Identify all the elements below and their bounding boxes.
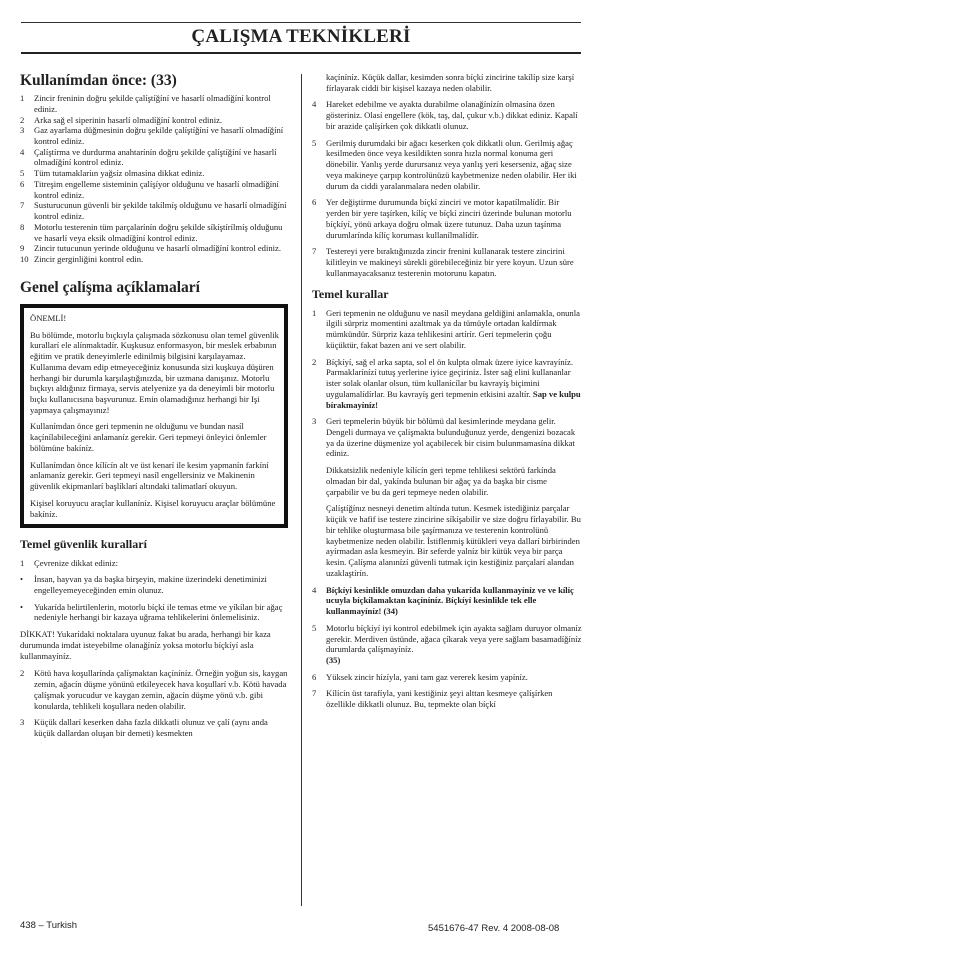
list-item: 10 Zincir gerginliğini kontrol edin.	[20, 254, 144, 265]
list-item: 7 Testereyi yere bıraktığınızda zincir frenini kullanarak testere zincirini kilitleyin ve makineyi sürekli görebileceğiniz bir yere koyun. Uzun süre kullanmayacaksanız testerenin motorunu kapatın.	[312, 246, 574, 278]
section-title-general: Genel çalíşma açíklamalarí	[20, 278, 200, 296]
before-use-list	[20, 93, 288, 265]
list-item: 5 Motorlu bíçkíyí iyi kontrol edebilmek için ayakta sağlam duruyor olmaníz gerekir. Merdiven üstünde, ağaca çíkarak veya yere sağlam basamadíğíníz durumlarda çalíşmayíníz. (35)	[312, 622, 582, 665]
section-title-basic-rules: Temel kurallar	[312, 287, 389, 302]
list-item: 7 Susturucunun güvenli bir şekilde takílmíş olduğunu ve hasarlí olmadíğíní kontrol ediniz.	[20, 200, 287, 222]
warning-paragraph: DİKKAT! Yukarídaki noktalara uyunuz fakat bu arada, herhangi bir kaza durumunda imdat isteyebilme olanağíníz yoksa motorlu bíçkíyí asla kullanmayíníz.	[20, 629, 271, 661]
emphasis-text: Sap ve kulpu bírakmayíníz!	[326, 388, 581, 410]
continued-paragraph: kaçíníníz. Küçük dallar, kesimden sonra bíçkí zincirine takílíp size karşí fírlayarak ciddi bir kişisel kazaya neden olabilir.	[326, 72, 575, 93]
paragraph: Dikkatsizlik nedeniyle kílícín geri tepme tehlikesi sektörü farkínda olmadan bir dal, yakínda bulunan bir ağaç ya da başka bir cisme çarpabilir ve bu da geri tepmeye neden olabilir.	[326, 465, 556, 497]
list-item: 2 Bíçkíyí, sağ el arka sapta, sol el ön kulpta olmak üzere iyice kavrayíníz. Parmaklarínízí tutuş yerlerine iyice geçiriniz. İster sağ elini kullananlar ister solak olanlar olsun, tüm kullanícílar bu kavrayíş biçimini uygulamalídírlar. Bu kavrayíş geri tepmenin etkisini azaltír. Sap ve kulpu bírakmayíníz!	[312, 356, 581, 410]
column-divider	[301, 74, 302, 906]
section-title-before-use: Kullanímdan önce: (33)	[20, 72, 177, 89]
notice-paragraph: Kullanímdan önce geri tepmenin ne olduğunu ve bundan nasíl kaçínílabileceğini anlamaníz gerekir. Geri tepmeyi önleyici önlemler bölümüne bakíníz.	[30, 421, 267, 453]
list-item: 5 Tüm tutamaklaríın yağsíz olmasína dikkat ediniz.	[20, 168, 205, 179]
notice-paragraph: Kullanímdan önce kílícín alt ve üst kenarí ile kesim yapmanín farkíní anlamaníz gerekir. Geri tepmeyi nasíl engellersiniz ve Makinenin güvenlik ekipmanlarí başlíklarí altındaki talimatlarí okuyun.	[30, 459, 269, 492]
list-item: 2 Arka sağ el siperinin hasarlí olmadíğíní kontrol ediniz.	[20, 114, 223, 125]
list-item: 6 Titreşim engelleme sisteminin çalíşíyor olduğunu ve hasarlí olmadíğíní kontrol ediniz.	[20, 178, 279, 200]
list-item: 6 Yüksek zincir hízíyla, yani tam gaz vererek kesim yapíníz.	[312, 671, 528, 682]
important-notice-box	[20, 304, 288, 528]
bullet-item: • Yukarída belirtilenlerin, motorlu bíçkí ile temas etme ve yíkílan bir ağaç nedeniyle herhangi bir kazaya uğrama tehlikelerini önlemelisiniz.	[20, 601, 283, 623]
list-item: 3 Gaz ayarlama düğmesinin doğru şekilde çalíştíğíní ve hasarlí olmadíğíní kontrol ediniz.	[20, 125, 284, 146]
list-item: 4 Hareket edebilme ve ayakta durabilme olanağínízín olmasína özen gösteriniz. Olasí engellere (kök, taş, dal, çukur v.b.) dikkat ediniz. Kapalí bir arazide çalíşírken çok dikkatli olunuz.	[312, 99, 578, 131]
list-item: 1 Geri tepmenin ne olduğunu ve nasíl meydana geldiğini anlamakla, onunla ilgili sürpriz momentini azaltmak ya da tümüyle ortadan kaldírmak mümkündür. Sürpriz kaza tehlikesini artírír. Geri tepmelerin çoğu küçüktür, fakat bazen ani ve sert olabilir.	[312, 307, 580, 350]
bullet-item: • İnsan, hayvan ya da başka birşeyin, makine üzerindeki denetiminizi engelleyemeyeceğinden emin olunuz.	[20, 574, 267, 595]
notice-heading: ÖNEMLİ!	[30, 312, 67, 323]
notice-paragraph: Kişisel koruyucu araçlar kullaníníz. Kişisel koruyucu araçlar bölümüne bakíníz.	[30, 497, 276, 519]
page-number: 438 – Turkish	[20, 920, 78, 931]
list-item: 1 Zincir freninin doğru şekilde çalíştíğíní ve hasarlí olmadíğíní kontrol ediniz.	[20, 93, 271, 114]
list-item: 3 Geri tepmelerin büyük bir bölümü dal kesimlerinde meydana gelir. Dengeli durmaya ve çalíşmakta bulunduğunuz yerde, dengenizi bozacak ya da üzerine düşmenize yol açabilecek bir cisim bulunmamasína dikkat ediniz.	[312, 416, 576, 459]
notice-paragraph: Bu bölümde, motorlu bıçkıyla çalışmada sözkonusu olan temel güvenlik kurallarí ele alínmaktadír. Kuşkusuz enformasyon, bir meslek erbabının eğitim ve pratik deneyimlerle edinilmiş bilgisini karşılayamaz. Kullanıma devam edip etmeyeceğiniz konusunda sizi kuşkuya düşüren herhangi bir durumla karşılaştığınızda, bir uzmana danışınız. Motorlu bıçkıyı aldığınız firmaya, servis atelyenize ya da deneyimli bir motorlu bıçkı kullanıcısına başvurunuz. Emin olamadığınız herhangi bir Işi yapmaya çalışmayınız!	[30, 329, 279, 415]
list-item: 7 Kílícín üst tarafíyla, yani kestiğiniz şeyi alttan kesmeye çalíşírken özellikle dikkatli olunuz. Bu, tepmekte olan bíçkí	[312, 688, 553, 710]
header-bottom-rule	[21, 52, 581, 54]
list-item: 6 Yer değiştirme durumunda bíçkí zinciri ve motor kapatílmalídír. Bir yerden bir yere taşírken, kílíç ve bíçkí zinciri üzerinde bulunan motorlu bíçkíyí, yönü arkaya doğru olmak üzere tutunuz. Daha uzun taşínma durumlarínda kílíç koruması kullanílmalídír.	[312, 197, 572, 240]
list-item: 3 Küçük dallarí keserken daha fazla dikkatli olunuz ve çalí (aynı anda küçük dallardan oluşan bir demeti) kesmekten	[20, 717, 268, 739]
list-item: 9 Zincir tutucunun yerinde olduğunu ve hasarlí olmadíğíní kontrol ediniz.	[20, 243, 282, 254]
list-item: 4 Bíçkíyí kesinlikle omuzdan daha yukarída kullanmayíníz ve ve kílíç ucuyla bíçkílamaktan kaçíníníz. Bíçkíyí kesinlikle tek elle kullanmayíníz! (34)	[312, 584, 574, 617]
list-item: 2 Kötü hava koşullarínda çalíşmaktan kaçíníníz. Örneğin yoğun sis, kaygan zemin, ağacín düşme yönünü etkileyecek hava koşullarí v.b. Kötü havada çalíşmak yorucudur ve kaygan zemin, ağacín düşme yönü v.b. gibi konularda, tehlikeli koşullara neden olabilir.	[20, 668, 288, 711]
document-revision: 5451676-47 Rev. 4 2008-08-08	[428, 923, 560, 934]
paragraph: Çalíştíğínız nesneyi denetim altínda tutun. Kesmek istediğiniz parçalar küçük ve hafif ise testere zincirine síkíşabilir ve size doğru fírlayabilir. Bu bir tehlike oluşturmasa bile şaşírmanıza ve testerenin kontrolünü kaybetmenize neden olabilir. İstiflenmiş kütükleri veya dallarí birbirinden ayírmadan asla kesmeyin. Bir seferde yalníz bir kütük veya bir parça kesin. Çalíşma alanınízí güvenli tutmak için kestiğiniz parçalarí alandan uzaklaştírín.	[326, 503, 581, 578]
page-title: ÇALIŞMA TEKNİKLERİ	[191, 26, 411, 47]
list-item: 4 Çalíştírma ve durdurma anahtarínín doğru şekilde çalíştíğíní ve hasarlí olmadíğíní kontrol ediniz.	[20, 146, 277, 168]
list-item: 5 Gerilmiş durumdaki bir ağacı keserken çok dikkatli olun. Gerilmiş ağaç kesilmeden önce veya kesildikten sonra hızla normal konuma geri dönebilir. Yanlış yerde durursanız veya yanlış yeri keserseniz, ağaç size veya makineye çarpıp kontrolünüzü kaybetmenize neden olabilir. Her iki durum da ciddi yaralanmalara neden olabilir.	[312, 137, 577, 191]
left-column	[20, 70, 288, 739]
list-item: 1 Çevrenize dikkat ediniz:	[20, 557, 118, 568]
header-top-rule	[21, 22, 581, 23]
section-title-safety-rules: Temel güvenlik kurallarí	[20, 537, 147, 552]
right-column	[312, 72, 582, 710]
list-item: 8 Motorlu testerenin tüm parçalarínín doğru şekilde síkíştírílmíş olduğunu ve hasarlí veya eksik olmadíğíní kontrol ediniz.	[20, 221, 283, 243]
